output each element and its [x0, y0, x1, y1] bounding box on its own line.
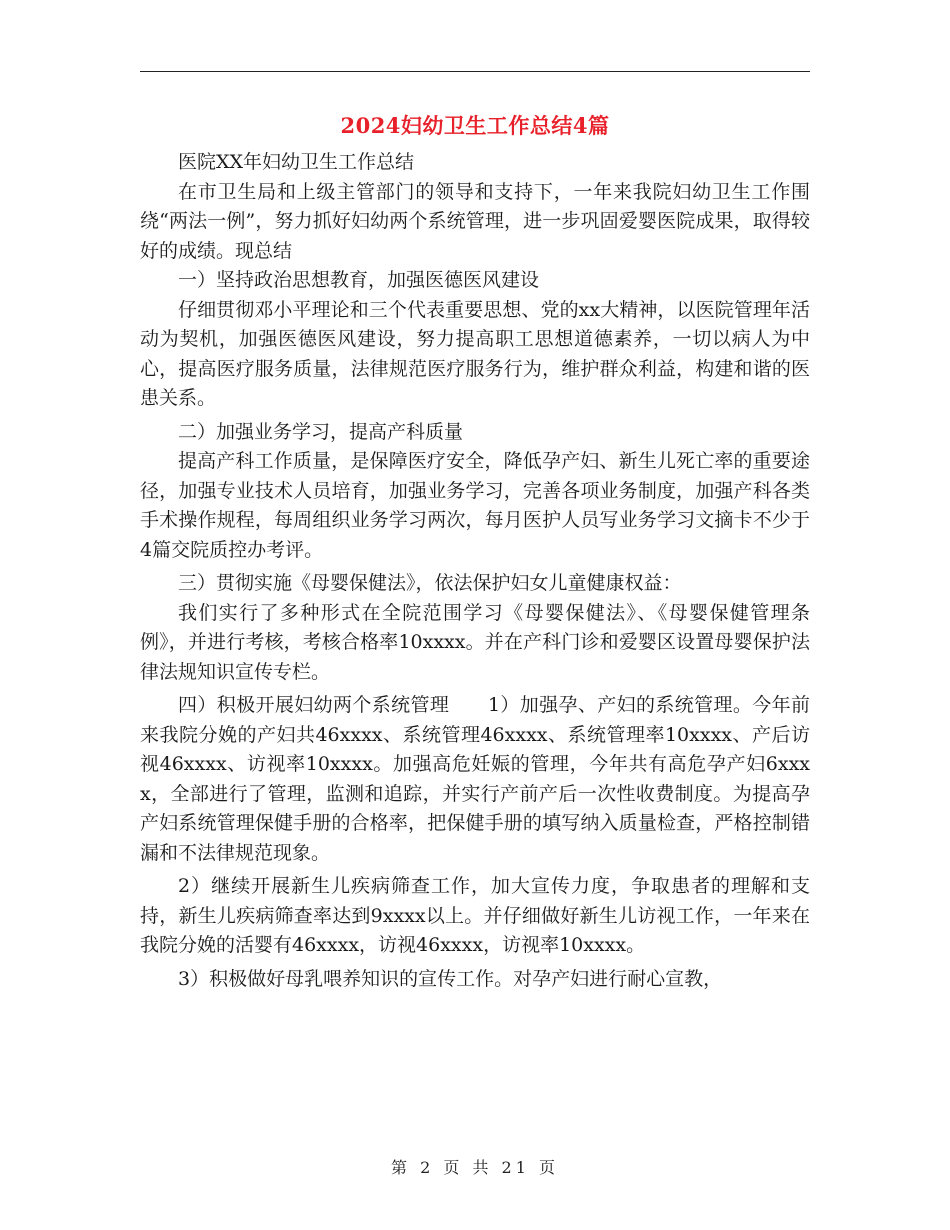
document-body — [140, 148, 810, 994]
page-number: 第 2 页 共 21 页 — [391, 1158, 559, 1177]
document-title: 2024妇幼卫生工作总结4篇 — [340, 113, 610, 138]
paragraph-section-4: 四）积极开展妇幼两个系统管理 1）加强孕、产妇的系统管理。今年前来我院分娩的产妇共46xxxx、系统管理46xxxx、系统管理率10xxxx、产后访视46xxxx、访视率10xxxx。加强高危妊娠的管理，今年共有高危孕产妇6xxxx，全部进行了管理，监测和追踪，并实行产前产后一次性收费制度。为提高孕产妇系统管理保健手册的合格率，把保健手册的填写纳入质量检查，严格控制错漏和不法律规范现象。 — [140, 694, 810, 864]
paragraph-intro: 在市卫生局和上级主管部门的领导和支持下，一年来我院妇幼卫生工作围绕“两法一例”，努力抓好妇幼两个系统管理，进一步巩固爱婴医院成果，取得较好的成绩。现总结 — [140, 180, 810, 262]
paragraph-item-3: 3）积极做好母乳喂养知识的宣传工作。对孕产妇进行耐心宣教， — [178, 967, 723, 990]
paragraph-item-2: 2）继续开展新生儿疾病筛查工作，加大宣传力度，争取患者的理解和支持，新生儿疾病筛查率达到9xxxx以上。并仔细做好新生儿访视工作，一年来在我院分娩的活婴有46xxxx，访视46xxxx，访视率10xxxx。 — [140, 875, 810, 956]
paragraph-section-1: 仔细贯彻邓小平理论和三个代表重要思想、党的xx大精神，以医院管理年活动为契机，加强医德医风建设，努力提高职工思想道德素养，一切以病人为中心，提高医疗服务质量，法律规范医疗服务行为，维护群众利益，构建和谐的医患关系。 — [140, 298, 810, 409]
section-heading-3: 三）贯彻实施《母婴保健法》，依法保护妇女儿童健康权益： — [178, 572, 682, 594]
section-heading-2: 二）加强业务学习，提高产科质量 — [178, 420, 464, 443]
header-rule — [140, 71, 810, 72]
section-heading-1: 一）坚持政治思想教育，加强医德医风建设 — [178, 269, 540, 291]
paragraph-subtitle: 医院XX年妇幼卫生工作总结 — [178, 151, 415, 173]
paragraph-section-2: 提高产科工作质量，是保障医疗安全，降低孕产妇、新生儿死亡率的重要途径，加强专业技术人员培育，加强业务学习，完善各项业务制度，加强产科各类手术操作规程，每周组织业务学习两次，每月医护人员写业务学习文摘卡不少于4篇交院质控办考评。 — [140, 450, 810, 561]
paragraph-section-3: 我们实行了多种形式在全院范围学习《母婴保健法》、《母婴保健管理条例》，并进行考核，考核合格率10xxxx。并在产科门诊和爱婴区设置母婴保护法律法规知识宣传专栏。 — [140, 601, 810, 683]
